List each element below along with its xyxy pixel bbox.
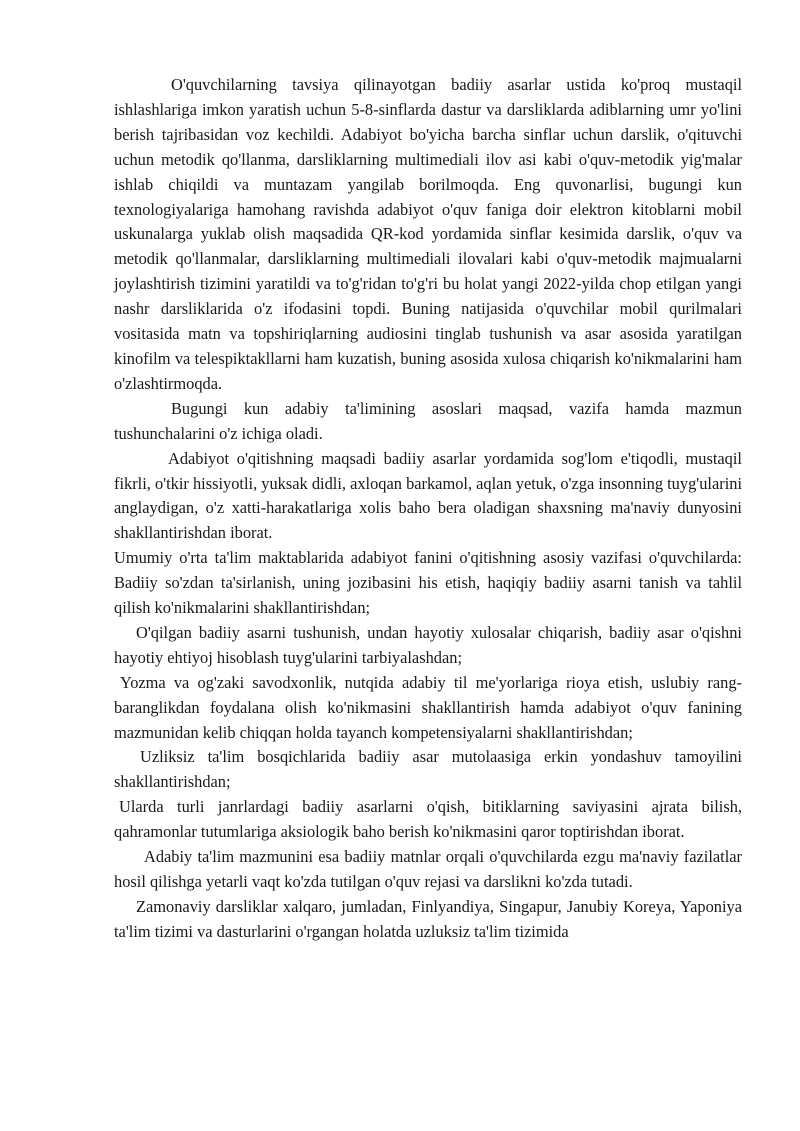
- paragraph-learning-materials: O'quvchilarning tavsiya qilinayotgan badiiy asarlar ustida ko'proq mustaqil ishlashlariga imkon yaratish uchun 5-8-sinflarda dastur va darsliklarda adiblarning umr yo'lini berish tajribasidan voz kechildi. Adabiyot bo'yicha barcha sinflar uchun darslik, o'qituvchi uchun metodik qo'llanma, darsliklarning multimediali ilov asi kabi o'quv-metodik yig'malar ishlab chiqildi va muntazam yangilab borilmoqda. Eng quvonarlisi, bugungi kun texnologiyalariga hamohang ravishda adabiyot o'quv faniga doir elektron kitoblarni mobil uskunalarga yuklab olish maqsadida QR-kod yordamida sinflar kesimida darslik, o'quv va metodik qo'llanmalar, darsliklarning multimediali ilovalari kabi o'quv-metodik majmualarni joylashtirish tizimini yaratildi va to'g'ridan to'g'ri bu holat yangi 2022-yilda chop etilgan yangi nashr darsliklarida o'z ifodasini topdi. Buning natijasida o'quvchilar mobil qurilmalari vositasida matn va topshiriqlarning audiosini tinglab tushunish va asar asosida yaratilgan kinofilm va telespiktakllarni ham kuzatish, buning asosida xulosa chiqarish ko'nikmalarini ham o'zlashtirmoqda.: [114, 75, 742, 393]
- paragraph-continuous-education: Uzliksiz ta'lim bosqichlarida badiiy asar mutolaasiga erkin yondashuv tamoyilini shakllantirishdan;: [114, 747, 742, 792]
- paragraph-understanding-works: O'qilgan badiiy asarni tushunish, undan hayotiy xulosalar chiqarish, badiiy asar o'qishni hayotiy ehtiyoj hisoblash tuyg'ularini tarbiyalashdan;: [114, 622, 742, 667]
- paragraph-main-tasks: Umumiy o'rta ta'lim maktablarida adabiyot fanini o'qitishning asosiy vazifasi o'quvchilarda: Badiiy so'zdan ta'sirlanish, uning jozibasini his etish, haqiqiy badiiy asarni tanish va tahlil qilish ko'nikmalarini shakllantirishdan;: [114, 548, 742, 618]
- paragraph-modern-textbooks: Zamonaviy darsliklar xalqaro, jumladan, Finlyandiya, Singapur, Janubiy Koreya, Yaponiya ta'lim tizimi va dasturlarini o'rgangan holatda uzluksiz ta'lim tizimida: [114, 896, 742, 941]
- document-body: [114, 73, 742, 945]
- paragraph-teaching-goal: Adabiyot o'qitishning maqsadi badiiy asarlar yordamida sog'lom e'tiqodli, mustaqil fikrli, o'tkir hissiyotli, yuksak didli, axloqan barkamol, aqlan yetuk, o'zga insonning tuyg'ularini anglaydigan, o'z xatti-harakatlariga xolis baho bera oladigan shaxsning ma'naviy dunyosini shakllantirishdan iborat.: [114, 448, 742, 543]
- paragraph-literacy: Yozma va og'zaki savodxonlik, nutqida adabiy til me'yorlariga rioya etish, uslubiy rang-baranglikdan foydalana olish ko'nikmasini shakllantirish hamda adabiyot o'quv fanining mazmunidan kelib chiqqan holda tayanch kompetensiyalarni shakllantirishdan;: [114, 672, 742, 742]
- paragraph-literary-education-basics: Bugungi kun adabiy ta'limining asoslari maqsad, vazifa hamda mazmun tushunchalarini o'z ichiga oladi.: [114, 398, 742, 443]
- paragraph-genres-reading: Ularda turli janrlardagi badiiy asarlarni o'qish, bitiklarning saviyasini ajrata bilish, qahramonlar tutumlariga aksiologik baho berish ko'nikmasini qaror toptirishdan iborat.: [114, 797, 742, 842]
- paragraph-education-content: Adabiy ta'lim mazmunini esa badiiy matnlar orqali o'quvchilarda ezgu ma'naviy fazilatlar hosil qilishga yetarli vaqt ko'zda tutilgan o'quv rejasi va darslikni ko'zda tutadi.: [114, 847, 742, 891]
